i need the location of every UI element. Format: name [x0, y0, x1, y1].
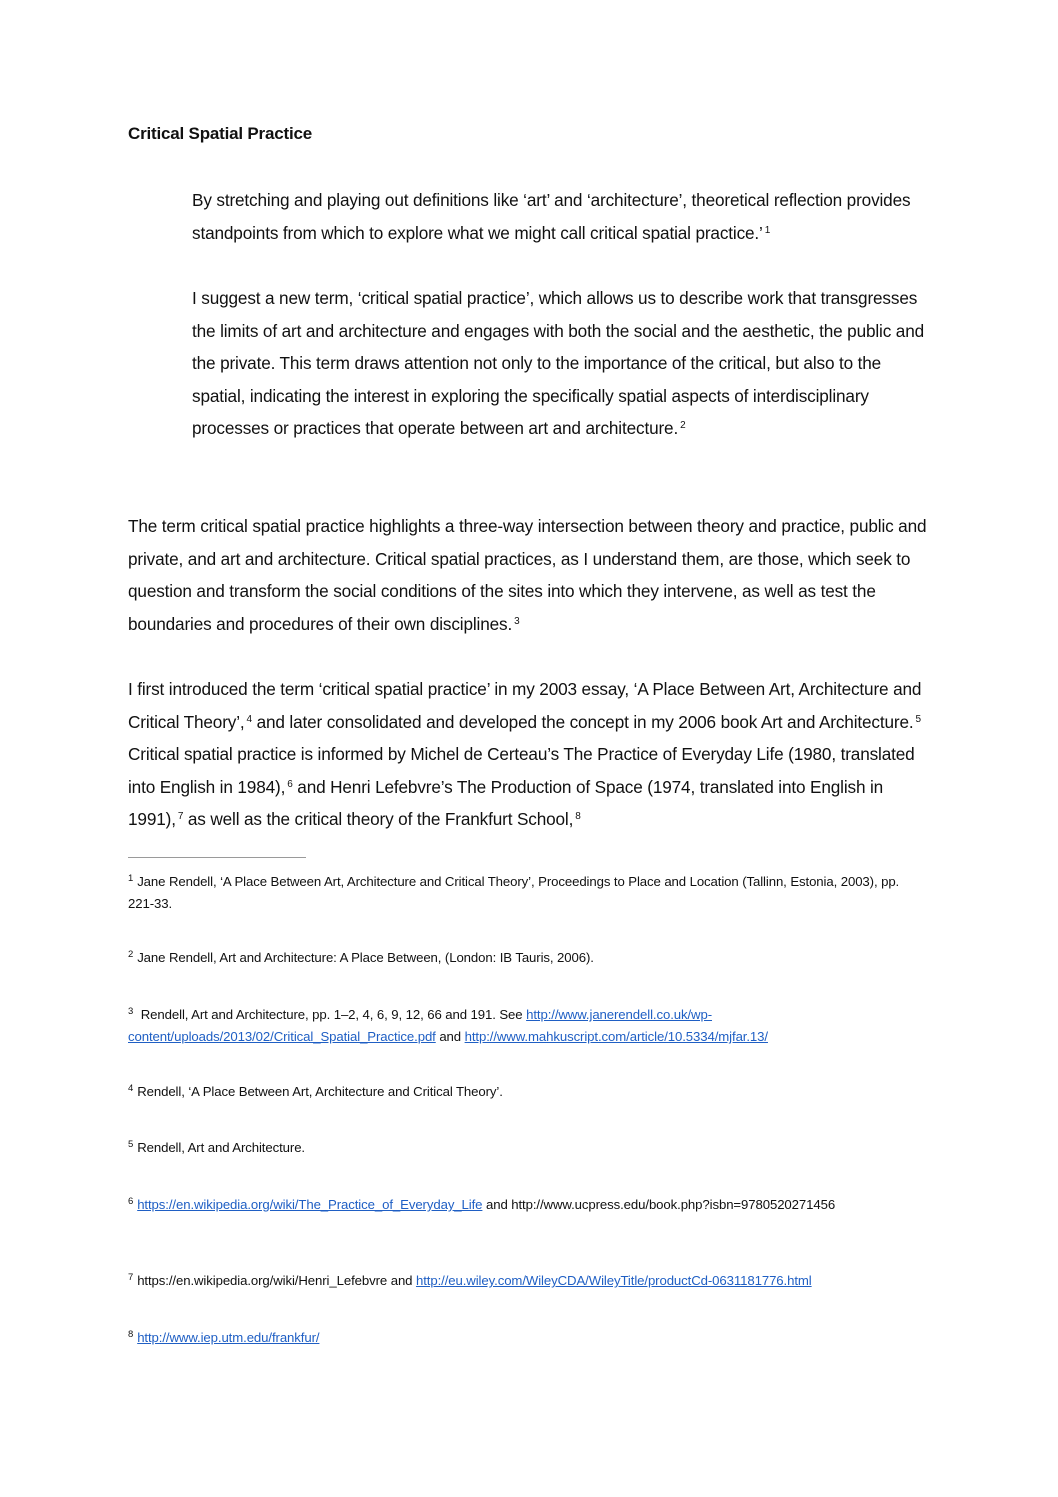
footnote-ref[interactable]: 6	[287, 778, 293, 790]
footnote-number: 5	[128, 1139, 134, 1150]
footnote-text: https://en.wikipedia.org/wiki/Henri_Lefebvre and	[137, 1273, 416, 1288]
paragraph-text: as well as the critical theory of the Frankfurt School,	[183, 809, 574, 829]
footnote-text: Jane Rendell, Art and Architecture: A Place Between, (London: IB Tauris, 2006).	[137, 950, 594, 965]
footnote-number: 4	[128, 1083, 134, 1094]
footnote-text: Rendell, Art and Architecture, pp. 1–2, 4, 6, 9, 12, 66 and 191. See	[137, 1007, 527, 1022]
footnote-link[interactable]: http://www.iep.utm.edu/frankfur/	[137, 1330, 320, 1345]
document-title: Critical Spatial Practice	[128, 124, 312, 143]
footnote	[128, 1081, 928, 1103]
footnote	[128, 871, 928, 915]
footnote-ref[interactable]: 3	[514, 615, 520, 627]
footnote-text: Rendell, ‘A Place Between Art, Architecture and Critical Theory’.	[137, 1084, 503, 1099]
footnote-ref[interactable]: 1	[764, 224, 771, 236]
footnote-number: 1	[128, 873, 134, 884]
footnote-ref[interactable]: 7	[177, 811, 184, 822]
paragraph-text: Critical spatial practice is informed by Michel de Certeau’s The Practice of Everyday Life (1980, translated into English in 1984),	[128, 744, 915, 797]
footnote-text: and http://www.ucpress.edu/book.php?isbn=9780520271456	[482, 1197, 836, 1212]
footnote-link[interactable]: http://www.janerendell.co.uk/wp-content/uploads/2013/02/Critical_Spatial_Practice.pdf	[128, 1007, 713, 1044]
footnote-number: 3	[128, 1006, 134, 1017]
footnote-number: 7	[128, 1272, 134, 1283]
footnote-separator	[128, 857, 306, 858]
footnote-number: 6	[128, 1196, 134, 1207]
footnote	[128, 1137, 928, 1159]
quote-text: I suggest a new term, ‘critical spatial practice’, which allows us to describe work that transgresses the limits of art and architecture and engages with both the social and the aesthetic, the public and the private. This term draws attention not only to the importance of the critical, but also to the spatial, indicating the interest in exploring the specifically spatial aspects of interdisciplinary processes or practices that operate between art and architecture.	[192, 288, 925, 438]
footnote-link[interactable]: http://www.mahkuscript.com/article/10.5334/mjfar.13/	[464, 1029, 768, 1044]
footnote-ref[interactable]: 8	[575, 811, 581, 822]
footnote-link[interactable]: http://eu.wiley.com/WileyCDA/WileyTitle/productCd-0631181776.html	[415, 1273, 812, 1288]
footnote-number: 8	[128, 1329, 134, 1340]
footnote-text: Jane Rendell, ‘A Place Between Art, Architecture and Critical Theory’, Proceedings to Place and Location (Tallinn, Estonia, 2003), pp. 221-33.	[128, 874, 900, 911]
footnote	[128, 947, 928, 969]
footnote	[128, 1270, 928, 1292]
paragraph-text: The term critical spatial practice highlights a three-way intersection between theory and practice, public and private, and art and architecture. Critical spatial practices, as I understand them, are those, which seek to question and transform the social conditions of the sites into which they intervene, as well as test the boundaries and procedures of their own disciplines.	[128, 516, 927, 634]
footnote-ref[interactable]: 5	[915, 713, 921, 725]
paragraph-text: I first introduced the term ‘critical spatial practice’ in my 2003 essay, ‘A Place Between Art, Architecture and Critical Theory’,	[128, 679, 922, 732]
block-quote	[192, 282, 937, 445]
paragraph-text: and Henri Lefebvre’s The Production of Space (1974, translated into English in 1991),	[128, 776, 884, 829]
body-paragraph	[128, 673, 933, 836]
quote-text: By stretching and playing out definitions like ‘art’ and ‘architecture’, theoretical reflection provides standpoints from which to explore what we might call critical spatial practice.’	[192, 190, 911, 243]
footnote-ref[interactable]: 2	[680, 420, 686, 431]
footnote-text: Rendell, Art and Architecture.	[137, 1140, 305, 1155]
footnote	[128, 1194, 928, 1216]
footnote-link[interactable]: https://en.wikipedia.org/wiki/The_Practice_of_Everyday_Life	[137, 1197, 483, 1212]
block-quote	[192, 184, 937, 249]
footnote-number: 2	[128, 949, 134, 960]
footnote	[128, 1327, 928, 1349]
paragraph-text: and later consolidated and developed the concept in my 2006 book Art and Architecture.	[251, 711, 914, 732]
footnote	[128, 1004, 928, 1048]
body-paragraph	[128, 510, 933, 640]
footnote-ref[interactable]: 4	[246, 713, 252, 725]
footnote-text: and	[435, 1029, 465, 1044]
